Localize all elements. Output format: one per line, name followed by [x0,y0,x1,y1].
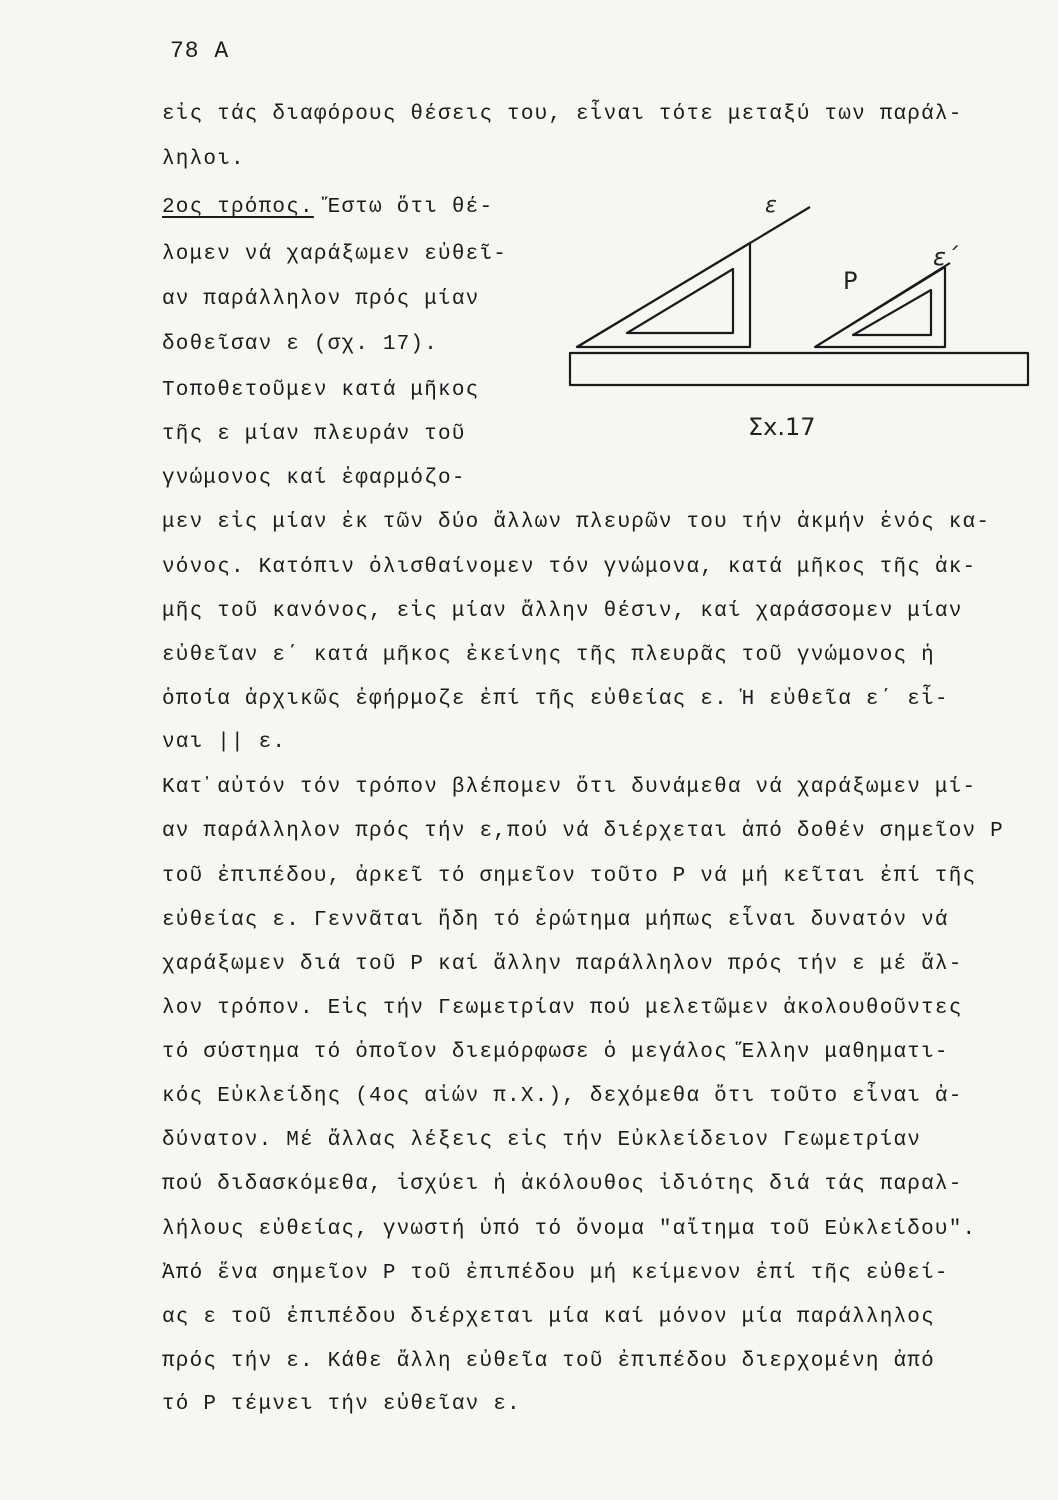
text-line: λον τρόπον. Εἰς τήν Γεωμετρίαν πού μελετῶμεν ἀκολουθοῦντες [162,997,963,1020]
figure-caption: Σx.17 [748,413,816,441]
text-line: κός Εὐκλείδης (4ος αἰών π.Χ.), δεχόμεθα ὅτι τοῦτο εἶναι ἀ- [162,1085,963,1108]
text-line: χαράξωμεν διά τοῦ Ρ καί ἄλλην παράλληλον πρός τήν ε μέ ἄλ- [162,953,963,976]
text-line: μῆς τοῦ κανόνος, εἰς μίαν ἄλλην θέσιν, καί χαράσσομεν μίαν [162,600,963,623]
set-square-1-outer [577,243,750,347]
text-line: Ἀπό ἕνα σημεῖον Ρ τοῦ ἐπιπέδου μή κείμενον ἐπί τῆς εὐθεί- [162,1262,949,1285]
text-line: μεν εἰς μίαν ἐκ τῶν δύο ἄλλων πλευρῶν του τήν ἀκμήν ἑνός κα- [162,511,991,534]
text-line: εἰς τάς διαφόρους θέσεις του, εἶναι τότε μεταξύ των παράλ- [162,103,963,126]
text-line-with-heading [162,193,493,223]
page-number: 78 A [170,38,230,64]
ruler-shape [570,353,1028,385]
text-line: Τοποθετοῦμεν κατά μῆκος [162,379,480,402]
text-line: πρός τήν ε. Κάθε ἄλλη εὐθεῖα τοῦ ἐπιπέδου διερχομένη ἀπό [162,1350,935,1373]
text-line: αν παράλληλον πρός μίαν [162,288,480,311]
text-line: τοῦ ἐπιπέδου, ἀρκεῖ τό σημεῖον τοῦτο Ρ νά μή κεῖται ἐπί τῆς [162,865,977,888]
text-line: τό Ρ τέμνει τήν εὐθεῖαν ε. [162,1393,521,1416]
text-line: λήλους εὐθείας, γνωστή ὑπό τό ὄνομα "αἴτημα τοῦ Εὐκλείδου". [162,1218,977,1241]
text-line: ληλοι. [162,148,245,171]
text-line: αν παράλληλον πρός τήν ε,πού νά διέρχεται ἀπό δοθέν σημεῖον Ρ [162,820,1004,843]
text-line: Ἔστω ὅτι θέ- [327,196,494,219]
text-line: Κατ᾽αὐτόν τόν τρόπον βλέπομεν ὅτι δυνάμεθα νά χαράξωμεν μί- [162,776,977,799]
text-line: εὐθείας ε. Γεννᾶται ἤδη τό ἐρώτημα μήπως εἶναι δυνατόν νά [162,909,949,932]
text-line: νόνος. Κατόπιν ὀλισθαίνομεν τόν γνώμονα, κατά μῆκος τῆς ἀκ- [162,556,977,579]
text-line: εὐθεῖαν ε΄ κατά μῆκος ἐκείνης τῆς πλευρᾶς τοῦ γνώμονος ἡ [162,644,935,667]
text-line: δύνατον. Μέ ἄλλας λέξεις εἰς τήν Εὐκλείδειον Γεωμετρίαν [162,1129,922,1152]
figure-label-p: P [843,267,858,295]
set-square-2-inner [853,290,931,335]
figure-label-e: ε [765,193,777,218]
method-heading: 2ος τρόπος. [162,196,314,219]
text-line: ας ε τοῦ ἐπιπέδου διέρχεται μία καί μόνον μία παράλληλος [162,1306,935,1329]
set-square-1-inner [627,269,733,333]
text-line: ὁποία ἀρχικῶς ἐφήρμοζε ἐπί τῆς εὐθείας ε. Ἡ εὐθεῖα ε΄ εἶ- [162,688,949,711]
text-line: τό σύστημα τό ὁποῖον διεμόρφωσε ὁ μεγάλος Ἕλλην μαθηματι- [162,1041,949,1064]
text-line: λομεν νά χαράξωμεν εὐθεῖ- [162,243,508,266]
figure-label-e-prime: ε΄ [933,243,958,271]
figure-17 [565,195,1035,455]
text-line: πού διδασκόμεθα, ἰσχύει ἡ ἀκόλουθος ἰδιότης διά τάς παραλ- [162,1173,963,1196]
text-line: δοθεῖσαν ε (σχ. 17). [162,333,439,356]
text-line: γνώμονος καί ἐφαρμόζο- [162,467,466,490]
text-line: τῆς ε μίαν πλευράν τοῦ [162,423,466,446]
text-line: ναι || ε. [162,731,287,754]
